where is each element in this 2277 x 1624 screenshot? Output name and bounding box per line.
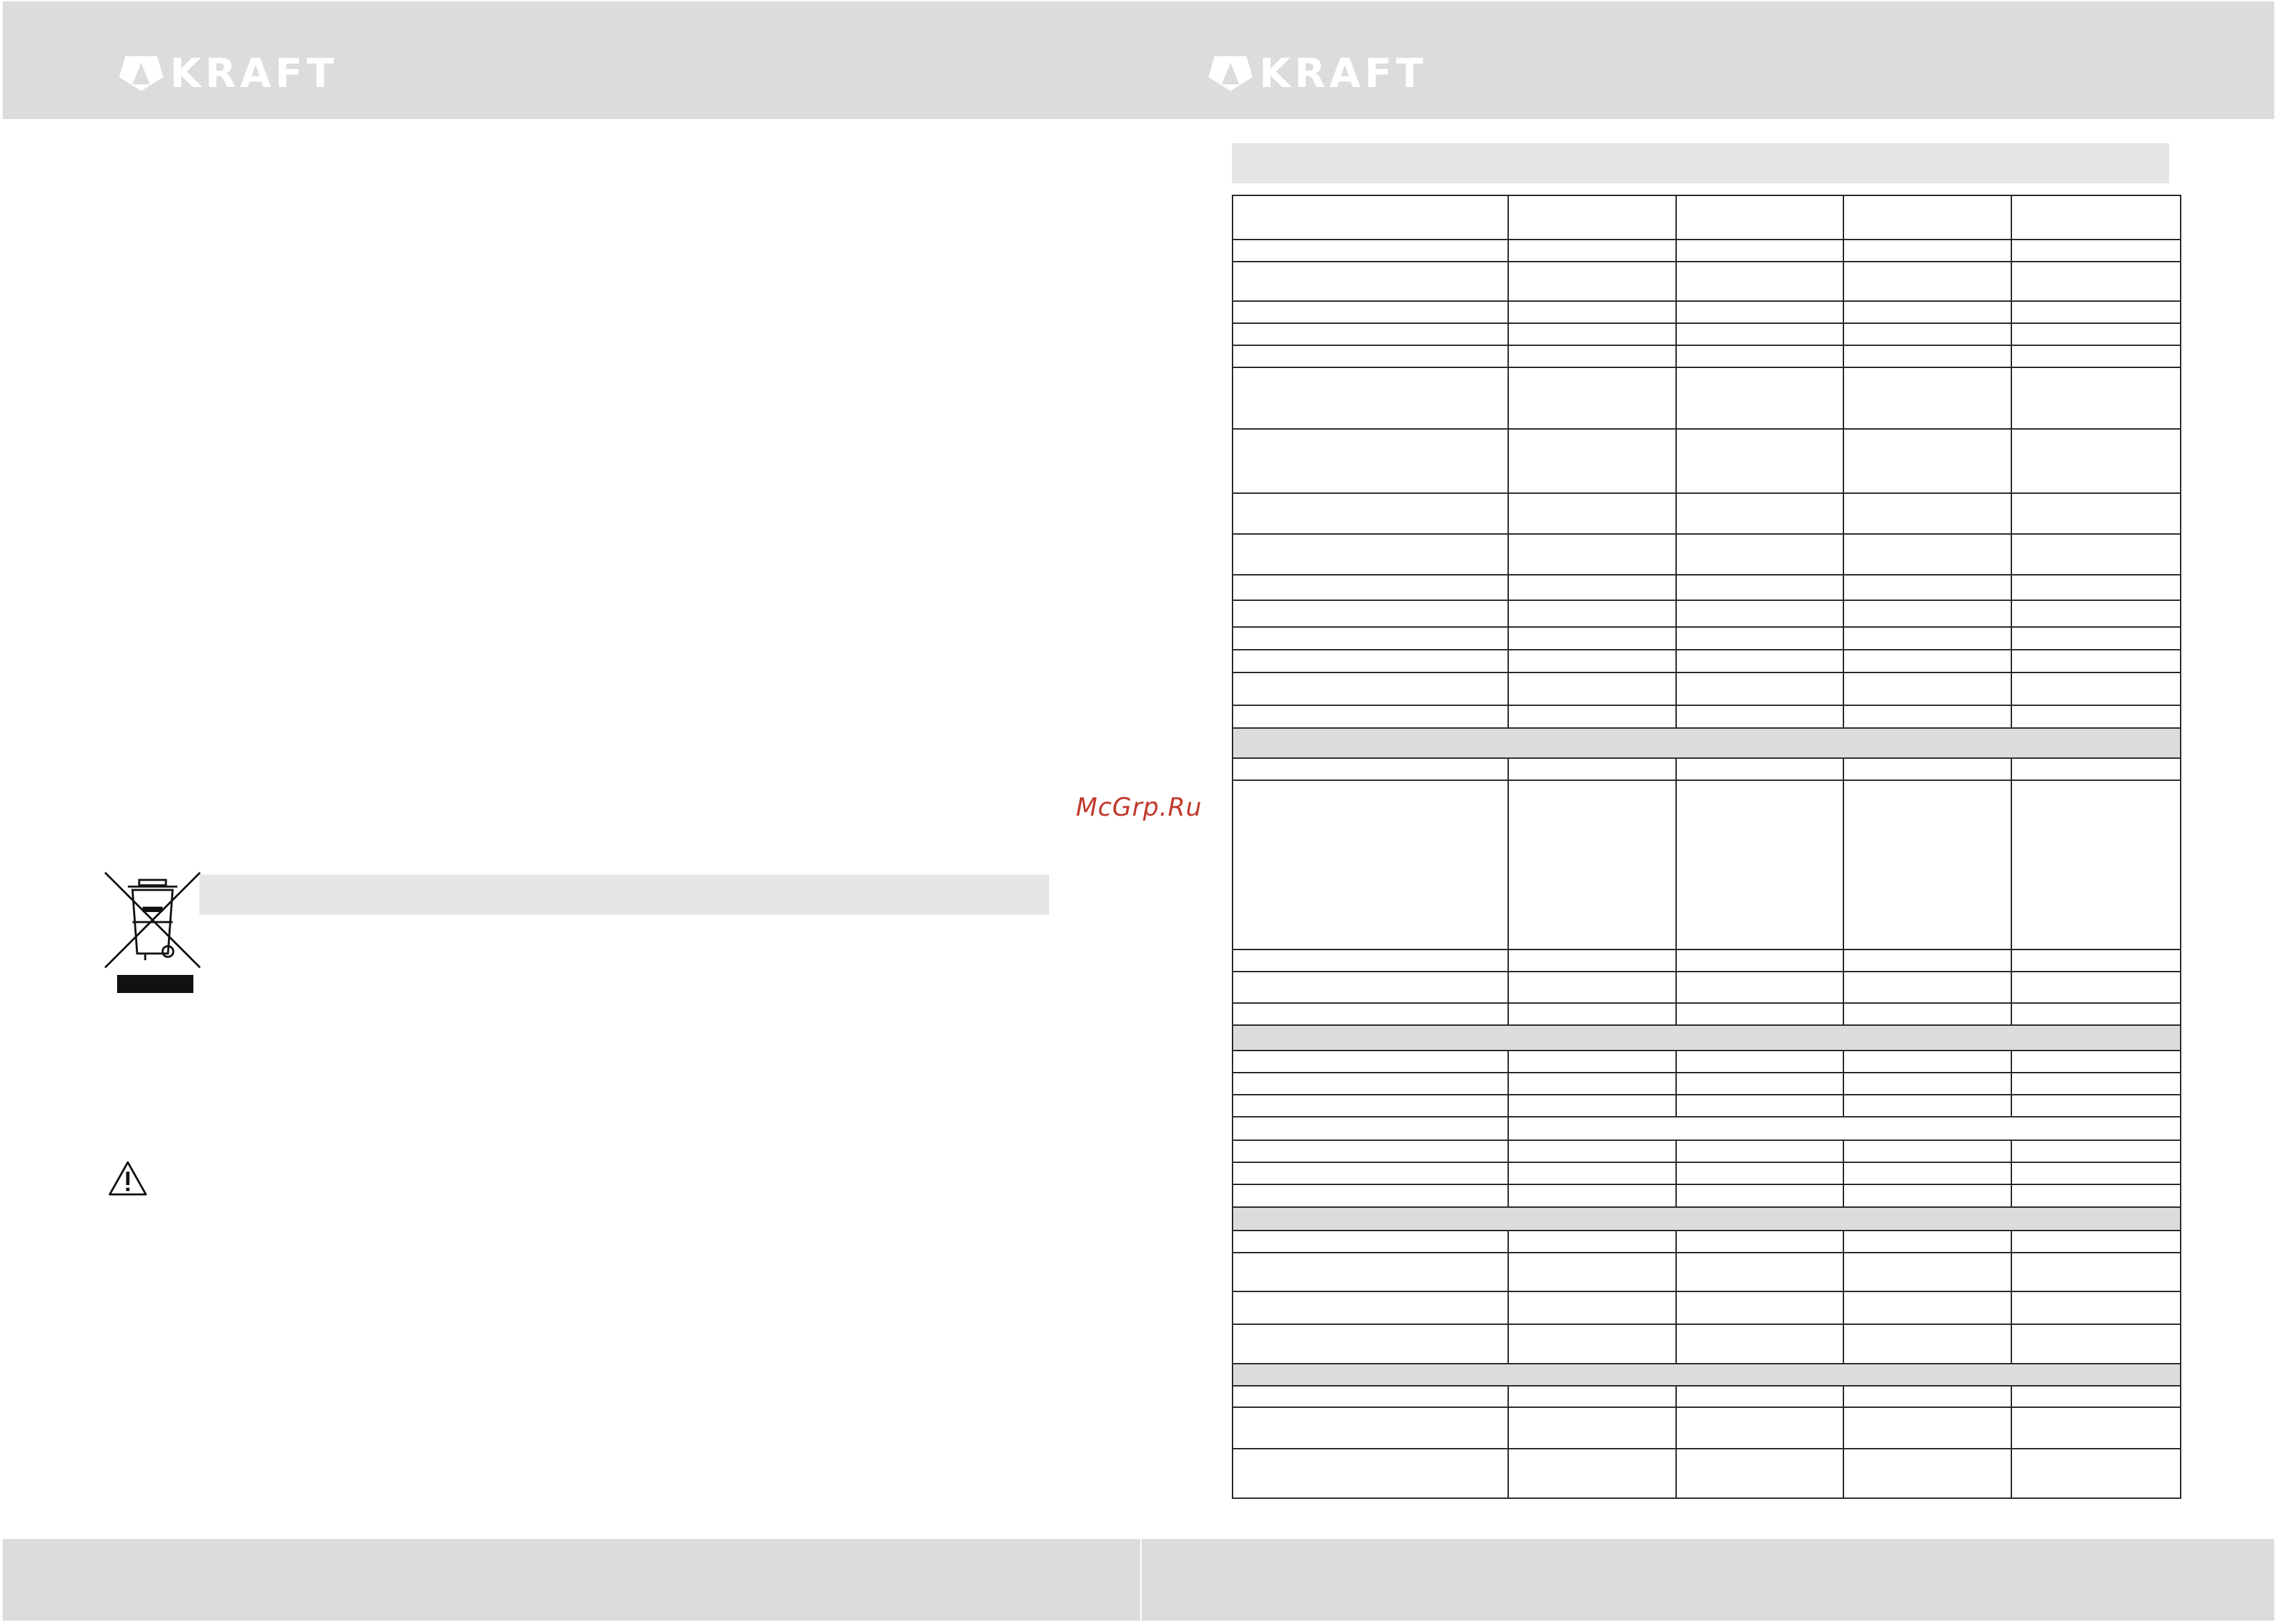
table-cell bbox=[1676, 1386, 1843, 1407]
table-cell bbox=[1843, 429, 2011, 493]
table-cell bbox=[2011, 1407, 2181, 1449]
table-cell bbox=[1843, 1386, 2011, 1407]
table-cell bbox=[2011, 1324, 2181, 1364]
table-cell bbox=[1676, 1253, 1843, 1291]
table-cell bbox=[2011, 600, 2181, 627]
brand-logo-right bbox=[1208, 50, 1428, 97]
table-cell bbox=[1508, 950, 1676, 972]
table-cell bbox=[2011, 195, 2181, 240]
table-cell bbox=[1843, 1324, 2011, 1364]
table-cell bbox=[1233, 972, 1508, 1003]
table-cell bbox=[1233, 650, 1508, 672]
table-cell bbox=[1843, 1231, 2011, 1253]
table-cell bbox=[1233, 323, 1508, 345]
table-cell bbox=[1508, 323, 1676, 345]
table-cell bbox=[1843, 705, 2011, 728]
table-row bbox=[1233, 575, 2181, 600]
table-cell bbox=[1843, 323, 2011, 345]
table-cell bbox=[1508, 429, 1676, 493]
table-row bbox=[1233, 1449, 2181, 1498]
table-cell bbox=[1676, 780, 1843, 950]
table-cell bbox=[2011, 323, 2181, 345]
table-cell bbox=[1233, 493, 1508, 534]
table-row bbox=[1233, 1162, 2181, 1184]
table-cell bbox=[1508, 1073, 1676, 1095]
table-cell bbox=[1508, 1253, 1676, 1291]
table-cell bbox=[1508, 262, 1676, 301]
table-cell bbox=[2011, 493, 2181, 534]
table-cell bbox=[1233, 950, 1508, 972]
table-cell bbox=[1676, 301, 1843, 323]
table-cell bbox=[1843, 1051, 2011, 1073]
table-row bbox=[1233, 1140, 2181, 1162]
table-cell bbox=[1843, 240, 2011, 262]
table-cell bbox=[1233, 195, 1508, 240]
crossed-out-wheeled-bin-icon bbox=[102, 870, 203, 997]
table-row bbox=[1233, 705, 2181, 728]
table-cell bbox=[1233, 1095, 1508, 1117]
table-row bbox=[1233, 1095, 2181, 1117]
table-row bbox=[1233, 1386, 2181, 1407]
table-cell bbox=[2011, 1051, 2181, 1073]
table-cell bbox=[1233, 1386, 1508, 1407]
table-cell bbox=[1843, 1003, 2011, 1025]
table-cell bbox=[2011, 627, 2181, 650]
table-row bbox=[1233, 262, 2181, 301]
footer-band-right bbox=[1142, 1539, 2274, 1621]
table-cell bbox=[1508, 780, 1676, 950]
table-section-cell bbox=[1233, 1025, 2181, 1051]
table-row bbox=[1233, 323, 2181, 345]
table-cell bbox=[1508, 1324, 1676, 1364]
table-cell bbox=[1508, 650, 1676, 672]
table-cell bbox=[1843, 493, 2011, 534]
table-row bbox=[1233, 758, 2181, 780]
table-cell bbox=[2011, 262, 2181, 301]
table-cell bbox=[2011, 345, 2181, 367]
table-cell bbox=[1233, 262, 1508, 301]
table-cell bbox=[1676, 1003, 1843, 1025]
table-cell bbox=[1676, 1449, 1843, 1498]
table-cell bbox=[1843, 301, 2011, 323]
table-cell bbox=[1233, 429, 1508, 493]
table-cell bbox=[1233, 1253, 1508, 1291]
table-cell bbox=[2011, 780, 2181, 950]
header-band bbox=[3, 1, 2274, 119]
table-cell bbox=[2011, 575, 2181, 600]
table-cell bbox=[1508, 240, 1676, 262]
table-cell bbox=[2011, 650, 2181, 672]
table-cell bbox=[2011, 950, 2181, 972]
table-cell bbox=[1233, 1324, 1508, 1364]
table-cell bbox=[1233, 600, 1508, 627]
table-row bbox=[1233, 1231, 2181, 1253]
table-cell bbox=[1233, 534, 1508, 575]
table-cell bbox=[1676, 1051, 1843, 1073]
table-cell bbox=[1843, 345, 2011, 367]
table-cell bbox=[1676, 650, 1843, 672]
table-row bbox=[1233, 780, 2181, 950]
table-cell bbox=[1508, 345, 1676, 367]
table-cell bbox=[1676, 950, 1843, 972]
table-cell bbox=[2011, 1073, 2181, 1095]
table-row bbox=[1233, 600, 2181, 627]
table-cell bbox=[1843, 650, 2011, 672]
table-cell bbox=[1676, 534, 1843, 575]
table-cell bbox=[2011, 972, 2181, 1003]
table-cell bbox=[1508, 627, 1676, 650]
table-cell bbox=[1508, 1095, 1676, 1117]
table-cell bbox=[1676, 493, 1843, 534]
table-cell bbox=[2011, 534, 2181, 575]
table-cell bbox=[1676, 627, 1843, 650]
table-cell bbox=[1508, 972, 1676, 1003]
table-cell bbox=[1843, 1073, 2011, 1095]
table-cell bbox=[1233, 1003, 1508, 1025]
table-cell bbox=[1233, 780, 1508, 950]
table-cell bbox=[1843, 758, 2011, 780]
table-cell bbox=[1508, 493, 1676, 534]
table-cell bbox=[1843, 367, 2011, 429]
table-cell bbox=[1843, 1140, 2011, 1162]
table-row bbox=[1233, 1324, 2181, 1364]
table-cell bbox=[1508, 1449, 1676, 1498]
table-cell bbox=[1676, 758, 1843, 780]
table-cell bbox=[1508, 672, 1676, 705]
table-cell bbox=[1676, 195, 1843, 240]
table-cell bbox=[2011, 1095, 2181, 1117]
table-row bbox=[1233, 195, 2181, 240]
table-cell bbox=[1676, 705, 1843, 728]
table-cell bbox=[1843, 627, 2011, 650]
table-cell bbox=[1843, 262, 2011, 301]
table-cell bbox=[1508, 1140, 1676, 1162]
table-cell bbox=[1233, 345, 1508, 367]
table-cell bbox=[1233, 1231, 1508, 1253]
table-cell-merged bbox=[1508, 1117, 2181, 1140]
brand-logo-mark-left bbox=[119, 56, 163, 91]
brand-logo-left bbox=[119, 50, 339, 97]
table-cell bbox=[1508, 1051, 1676, 1073]
table-row bbox=[1233, 972, 2181, 1003]
table-cell bbox=[1676, 575, 1843, 600]
table-row bbox=[1233, 1003, 2181, 1025]
table-cell bbox=[1508, 1184, 1676, 1207]
table-cell bbox=[1508, 575, 1676, 600]
table-cell bbox=[1233, 575, 1508, 600]
table-cell bbox=[2011, 301, 2181, 323]
table-cell bbox=[1676, 1324, 1843, 1364]
table-cell bbox=[2011, 240, 2181, 262]
table-row bbox=[1233, 650, 2181, 672]
spec-title-bar bbox=[1232, 143, 2169, 183]
table-cell bbox=[1233, 240, 1508, 262]
table-row bbox=[1233, 367, 2181, 429]
table-cell bbox=[1843, 1407, 2011, 1449]
table-cell bbox=[2011, 1140, 2181, 1162]
table-cell bbox=[1233, 1051, 1508, 1073]
table-cell bbox=[1233, 1407, 1508, 1449]
table-cell bbox=[1233, 672, 1508, 705]
table-row bbox=[1233, 1117, 2181, 1140]
table-cell bbox=[2011, 705, 2181, 728]
table-row bbox=[1233, 1184, 2181, 1207]
table-row bbox=[1233, 1291, 2181, 1324]
table-section-row bbox=[1233, 1207, 2181, 1231]
table-cell bbox=[1508, 758, 1676, 780]
table-row bbox=[1233, 950, 2181, 972]
table-cell bbox=[1676, 429, 1843, 493]
table-cell bbox=[1508, 1003, 1676, 1025]
table-cell bbox=[1676, 240, 1843, 262]
table-row bbox=[1233, 1073, 2181, 1095]
table-row bbox=[1233, 534, 2181, 575]
footer-band-left bbox=[3, 1539, 1140, 1621]
table-cell bbox=[1843, 600, 2011, 627]
table-cell bbox=[1843, 780, 2011, 950]
table-section-cell bbox=[1233, 1207, 2181, 1231]
table-cell bbox=[1233, 1449, 1508, 1498]
table-cell bbox=[1508, 534, 1676, 575]
table-cell bbox=[2011, 1253, 2181, 1291]
table-cell bbox=[1843, 1253, 2011, 1291]
table-cell bbox=[2011, 367, 2181, 429]
table-cell bbox=[1676, 1407, 1843, 1449]
table-cell bbox=[1843, 1291, 2011, 1324]
table-cell bbox=[1233, 627, 1508, 650]
table-cell bbox=[1233, 1073, 1508, 1095]
table-cell bbox=[1676, 1291, 1843, 1324]
table-cell bbox=[1508, 301, 1676, 323]
table-cell bbox=[2011, 1184, 2181, 1207]
table-cell bbox=[2011, 672, 2181, 705]
table-cell bbox=[1233, 1140, 1508, 1162]
watermark-text: McGrp.Ru bbox=[1076, 793, 1202, 822]
table-cell bbox=[1676, 262, 1843, 301]
table-cell bbox=[1843, 1184, 2011, 1207]
table-cell bbox=[1508, 1162, 1676, 1184]
table-cell bbox=[1843, 972, 2011, 1003]
table-row bbox=[1233, 627, 2181, 650]
table-cell bbox=[2011, 1291, 2181, 1324]
table-cell bbox=[1233, 1162, 1508, 1184]
table-row bbox=[1233, 345, 2181, 367]
table-cell bbox=[2011, 1386, 2181, 1407]
table-row bbox=[1233, 429, 2181, 493]
table-cell bbox=[1676, 367, 1843, 429]
table-row bbox=[1233, 493, 2181, 534]
table-cell bbox=[1676, 1073, 1843, 1095]
table-row bbox=[1233, 1051, 2181, 1073]
table-cell bbox=[1233, 1117, 1508, 1140]
table-cell bbox=[1508, 1291, 1676, 1324]
table-cell bbox=[1508, 1231, 1676, 1253]
table-section-cell bbox=[1233, 1364, 2181, 1386]
table-cell bbox=[1843, 950, 2011, 972]
table-cell bbox=[1843, 1162, 2011, 1184]
specifications-table bbox=[1232, 195, 2181, 1499]
table-cell bbox=[1843, 195, 2011, 240]
table-section-row bbox=[1233, 1025, 2181, 1051]
table-section-row bbox=[1233, 728, 2181, 758]
table-cell bbox=[1843, 534, 2011, 575]
table-cell bbox=[2011, 1231, 2181, 1253]
table-row bbox=[1233, 1407, 2181, 1449]
table-cell bbox=[1676, 345, 1843, 367]
table-cell bbox=[1676, 1231, 1843, 1253]
table-cell bbox=[1233, 705, 1508, 728]
table-row bbox=[1233, 301, 2181, 323]
table-cell bbox=[1676, 1162, 1843, 1184]
table-cell bbox=[1843, 672, 2011, 705]
table-cell bbox=[2011, 1003, 2181, 1025]
table-cell bbox=[1233, 1184, 1508, 1207]
warning-triangle-icon bbox=[107, 1160, 149, 1197]
table-row bbox=[1233, 672, 2181, 705]
table-cell bbox=[1676, 1184, 1843, 1207]
table-cell bbox=[1676, 1140, 1843, 1162]
table-cell bbox=[1676, 972, 1843, 1003]
table-cell bbox=[1508, 1386, 1676, 1407]
table-cell bbox=[1843, 1449, 2011, 1498]
table-cell bbox=[1676, 600, 1843, 627]
table-cell bbox=[1676, 1095, 1843, 1117]
table-cell bbox=[1843, 1095, 2011, 1117]
table-cell bbox=[1508, 195, 1676, 240]
table-row bbox=[1233, 240, 2181, 262]
table-cell bbox=[1508, 367, 1676, 429]
brand-logo-text-left: KRAFT bbox=[170, 50, 339, 97]
table-cell bbox=[1508, 600, 1676, 627]
table-cell bbox=[1233, 367, 1508, 429]
table-cell bbox=[1676, 672, 1843, 705]
table-section-row bbox=[1233, 1364, 2181, 1386]
table-cell bbox=[1508, 1407, 1676, 1449]
brand-logo-text-right: KRAFT bbox=[1259, 50, 1428, 97]
table-cell bbox=[2011, 1162, 2181, 1184]
table-section-cell bbox=[1233, 728, 2181, 758]
table-cell bbox=[2011, 1449, 2181, 1498]
table-cell bbox=[1843, 575, 2011, 600]
table-cell bbox=[1233, 758, 1508, 780]
table-row bbox=[1233, 1253, 2181, 1291]
table-cell bbox=[2011, 429, 2181, 493]
table-cell bbox=[1676, 323, 1843, 345]
brand-logo-mark-right bbox=[1208, 56, 1253, 91]
table-cell bbox=[1508, 705, 1676, 728]
table-cell bbox=[1233, 301, 1508, 323]
table-cell bbox=[1233, 1291, 1508, 1324]
table-cell bbox=[2011, 758, 2181, 780]
recycling-title-bar bbox=[199, 875, 1049, 915]
